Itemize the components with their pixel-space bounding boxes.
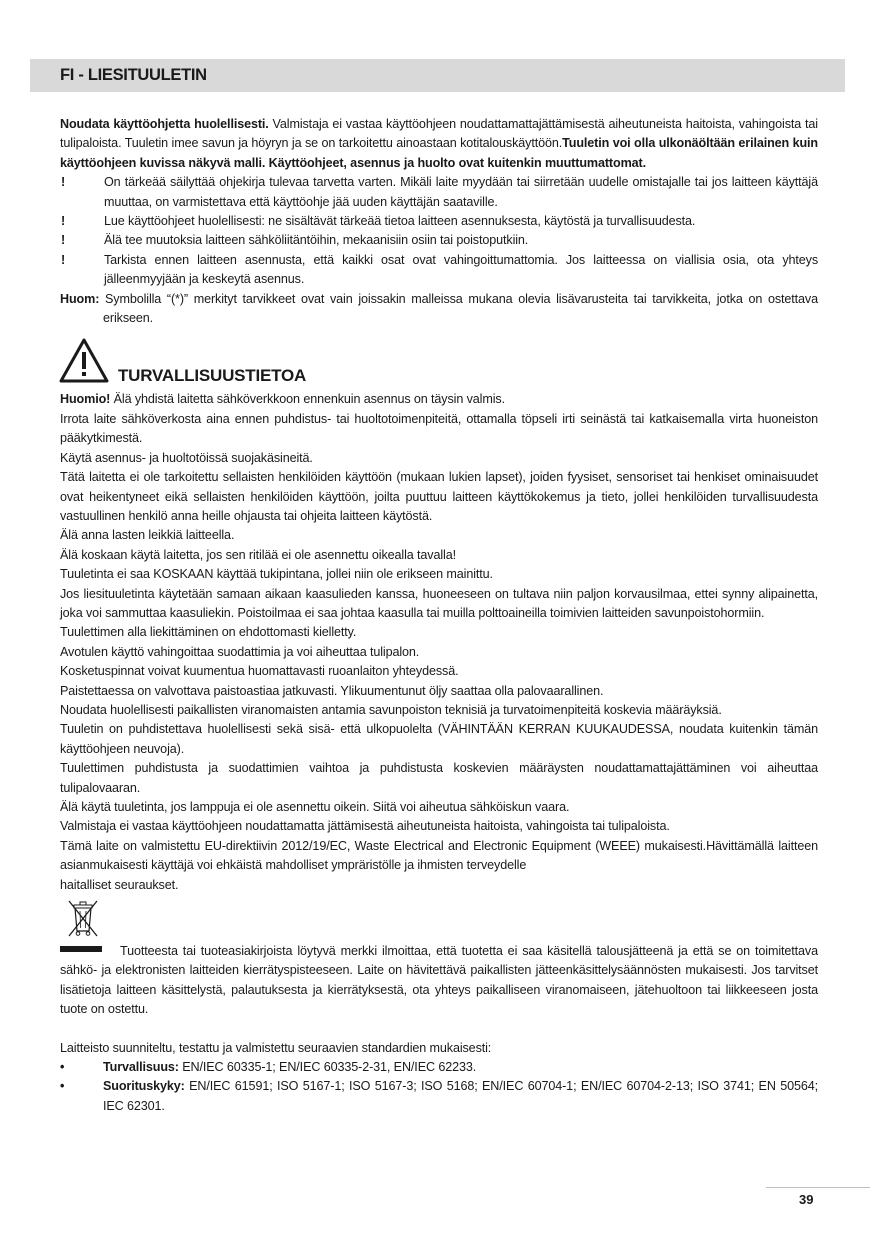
warning-text: Tarkista ennen laitteen asennusta, että kaikki osat ovat vahingoittumattomia. Jos laitteessa on viallisia osia, ota yhteys jälleenmyyjään ja keskeytä asennus. bbox=[104, 252, 818, 287]
page-title: FI - LIESITUULETIN bbox=[60, 66, 207, 84]
safety-line: Tuulettimen alla liekittäminen on ehdottomasti kielletty. bbox=[60, 625, 357, 640]
safety-line: Irrota laite sähköverkosta aina ennen puhdistus- tai huoltotoimenpiteitä, ottamalla töpseli irti seinästä tai katkaisemalla virta huoneiston pääkytkimestä. bbox=[60, 411, 818, 446]
standards-text: EN/IEC 60335-1; EN/IEC 60335-2-31, EN/IEC 62233. bbox=[178, 1060, 477, 1075]
bullet-icon: • bbox=[60, 1060, 65, 1075]
exclamation-mark: ! bbox=[61, 175, 66, 190]
safety-line: Älä koskaan käytä laitetta, jos sen ritilää ei ole asennettu oikealla tavalla! bbox=[60, 547, 456, 562]
safety-first-text: Älä yhdistä laitetta sähköverkkoon ennenkuin asennus on täysin valmis. bbox=[110, 392, 505, 407]
warning-text: Lue käyttöohjeet huolellisesti: ne sisältävät tärkeää tietoa laitteen asennuksesta, käytöstä ja turvallisuudesta. bbox=[104, 214, 696, 229]
weee-underline-bar bbox=[60, 946, 102, 952]
manual-content bbox=[60, 115, 818, 1116]
weee-description: Tuotteesta tai tuoteasiakirjoista löytyvä merkki ilmoittaa, että tuotetta ei saa käsitellä talousjätteenä ja että se on toimitettava sähkö- ja elektronisten laitteiden kierrätyspisteeseen. Laite on hävitettävä paikallisten jätteenkäsittelysäännösten mukaisesti. Jos tarvitset lisätietoja laitteen käsittelystä, palautuksesta ja kierrätyksestä, ota yhteys paikalliseen viranomaiseen, jätehuoltoon tai liikkeeseen josta tuote on ostettu. bbox=[60, 944, 818, 1017]
safety-line: Valmistaja ei vastaa käyttöohjeen noudattamatta jättämisestä aiheutuneista haitoista, vahingoista tai tulipaloista. bbox=[60, 819, 670, 834]
standards-item bbox=[60, 1077, 818, 1116]
note-paragraph bbox=[60, 290, 818, 329]
exclamation-mark: ! bbox=[61, 214, 66, 229]
weee-paragraph: Tämä laite on valmistettu EU-direktiivin 2012/19/EC, Waste Electrical and Electronic Equipment (WEEE) mukaisesti.Hävittämällä laitteen asianmukaisesti käyttäjä voi ehkäistä mahdolliset ympräristölle ja ihmisten terveydelle bbox=[60, 838, 818, 873]
note-text: Symbolilla “(*)” merkityt tarvikkeet ovat vain joissakin malleissa mukana olevia lisävarusteita tai tarvikkeita, jotka on ostettava erikseen. bbox=[99, 291, 818, 326]
warning-list bbox=[60, 173, 818, 289]
safety-line: Tuuletinta ei saa KOSKAAN käyttää tukipintana, jollei niin ole erikseen mainittu. bbox=[60, 567, 493, 582]
bullet-icon: • bbox=[60, 1079, 65, 1094]
spacer bbox=[60, 1020, 818, 1039]
safety-line: Älä anna lasten leikkiä laitteella. bbox=[60, 528, 235, 543]
safety-line: Tätä laitetta ei ole tarkoitettu sellaisten henkilöiden käyttöön (mukaan lukien lapset), joiden fyysiset, sensoriset tai henkiset ominaisuudet ovat heikentyneet eikä sellaisten henkilöiden käyttöön, joilta puuttuu laitteen käyttökokemus ja tieto, jollei henkilöiden turvallisuudesta vastuullinen henkilö anna heille ohjausta tai ohjeita laitteen käytöstä. bbox=[60, 470, 818, 523]
safety-line: Tuulettimen puhdistusta ja suodattimien vaihtoa ja puhdistusta koskevien määräysten noudattamattajättäminen voi aiheuttaa tulipalovaaran. bbox=[60, 761, 818, 795]
intro-text: Valmistaja ei vastaa käyttöohjeen noudattamattajättämisestä aiheutuneista haitoista, vahingoista tai tulipaloista. Tuuletin imee savun ja höyryn ja se on tarkoitettu ainoastaan kotitalouskäyttöön. bbox=[60, 117, 818, 151]
safety-line: Avotulen käyttö vahingoittaa suodattimia ja voi aiheuttaa tulipalon. bbox=[60, 644, 420, 659]
intro-bold-tail: Tuuletin voi olla ulkonäöltään erilainen kuin käyttöohjeen kuvissa näkyvä malli. Käyttöohjeet, asennus ja huolto ovat kuitenkin muuttumattomat. bbox=[60, 136, 819, 170]
warning-item bbox=[60, 173, 818, 212]
safety-heading bbox=[60, 337, 818, 390]
safety-line: Käytä asennus- ja huoltotöissä suojakäsineitä. bbox=[60, 450, 313, 465]
safety-line: Paistettaessa on valvottava paistoastiaa jatkuvasti. Ylikuumentunut öljy saattaa olla palovaarallinen. bbox=[60, 683, 604, 698]
intro-lead: Noudata käyttöohjetta huolellisesti. bbox=[60, 117, 269, 131]
exclamation-mark: ! bbox=[61, 233, 66, 248]
crossed-bin-icon bbox=[66, 898, 100, 938]
footer-rule bbox=[766, 1187, 870, 1188]
safety-line: Jos liesituuletinta käytetään samaan aikaan kaasulieden kanssa, huoneeseen on tultava niin paljon korvausilmaa, ettei synny alipainetta, joka voi sammuttaa kaasuliekin. Poistoilmaa ei saa johtaa kaasulla tai muilla polttoaineilla toimivien laitteiden savunpoistohormiin. bbox=[60, 586, 818, 620]
note-label: Huom: bbox=[60, 291, 100, 306]
page-number: 39 bbox=[799, 1192, 814, 1207]
exclamation-mark: ! bbox=[61, 252, 66, 267]
safety-line: Noudata huolellisesti paikallisten viranomaisten antamia savunpoiston teknisiä ja turvatoimenpiteitä koskevia määräyksiä. bbox=[60, 702, 722, 717]
standards-text: EN/IEC 61591; ISO 5167-1; ISO 5167-3; ISO 5168; EN/IEC 60704-1; EN/IEC 60704-2-13; ISO 3741; EN 50564; IEC 62301. bbox=[103, 1079, 818, 1113]
intro-paragraph bbox=[60, 115, 818, 173]
safety-line: Älä käytä tuuletinta, jos lamppuja ei ole asennettu oikein. Siitä voi aiheutua sähköiskun vaara. bbox=[60, 800, 570, 814]
warning-item bbox=[60, 251, 818, 290]
standards-label: Suorituskyky: bbox=[103, 1079, 185, 1094]
safety-attention-label: Huomio! bbox=[60, 392, 111, 407]
warning-triangle-icon bbox=[58, 337, 110, 385]
warning-text: Älä tee muutoksia laitteen sähköliitäntöihin, mekaanisiin osiin tai poistoputkiin. bbox=[104, 233, 529, 248]
safety-title: TURVALLISUUSTIETOA bbox=[118, 366, 307, 386]
safety-line: Tuuletin on puhdistettava huolellisesti sekä sisä- että ulkopuolelta (VÄHINTÄÄN KERRAN KUUKAUDESSA, noudata kuitenkin tämän käyttöohjeen neuvoja). bbox=[60, 722, 818, 756]
safety-line: Kosketuspinnat voivat kuumentua huomattavasti ruoanlaiton yhteydessä. bbox=[60, 664, 459, 679]
warning-item bbox=[60, 231, 818, 250]
standards-intro: Laitteisto suunniteltu, testattu ja valmistettu seuraavien standardien mukaisesti: bbox=[60, 1040, 492, 1055]
standards-label: Turvallisuus: bbox=[103, 1060, 179, 1075]
weee-paragraph-end: haitalliset seuraukset. bbox=[60, 877, 179, 892]
standards-item bbox=[60, 1058, 818, 1077]
weee-symbol bbox=[60, 898, 818, 942]
warning-text: On tärkeää säilyttää ohjekirja tulevaa tarvetta varten. Mikäli laite myydään tai siirretään uudelle omistajalle tai jos laitteen käyttäjä muuttaa, on varmistettava että käyttöohje jää uuden käyttäjän saataville. bbox=[104, 175, 818, 209]
warning-item bbox=[60, 212, 818, 231]
safety-first-line bbox=[60, 390, 818, 409]
